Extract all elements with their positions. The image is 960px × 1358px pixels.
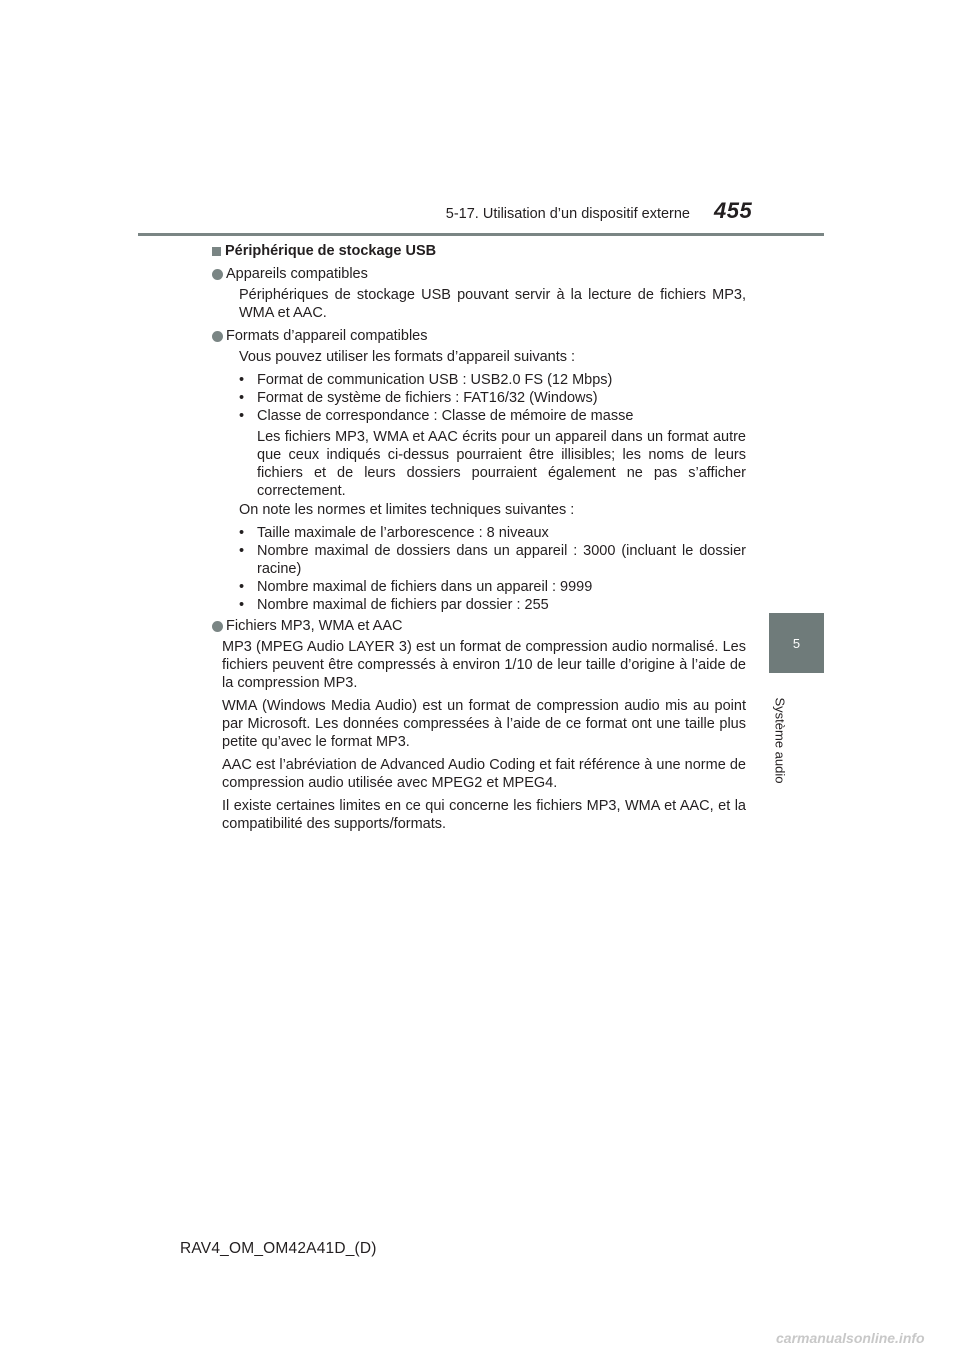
document-code: RAV4_OM_OM42A41D_(D) [180, 1240, 377, 1257]
format-list [239, 371, 746, 425]
list-bullet: • [239, 543, 245, 559]
list-item [239, 371, 746, 389]
paragraph: Il existe certaines limites en ce qui concerne les fichiers MP3, WMA et AAC, et la compatibilité des supports/formats. [222, 798, 746, 832]
bullet-heading-text: Fichiers MP3, WMA et AAC [226, 618, 403, 634]
circle-bullet-icon [212, 269, 223, 280]
main-content [222, 242, 746, 838]
paragraph: Vous pouvez utiliser les formats d’appareil suivants : [239, 349, 576, 365]
bullet-heading-text: Formats d’appareil compatibles [226, 328, 428, 344]
list-item [239, 389, 746, 407]
list-item [239, 407, 746, 425]
page-number: 455 [714, 198, 753, 223]
list-bullet: • [239, 372, 245, 388]
chapter-label-text: Système audio [772, 697, 788, 783]
circle-bullet-icon [212, 621, 223, 632]
chapter-number: 5 [792, 635, 801, 651]
bullet-heading [212, 327, 746, 345]
chapter-label [769, 680, 791, 800]
watermark: carmanualsonline.info [776, 1330, 925, 1346]
list-item-text: Format de système de fichiers : FAT16/32 (Windows) [257, 390, 598, 406]
square-bullet-icon [212, 247, 221, 256]
limits-list [239, 524, 746, 614]
paragraph: WMA (Windows Media Audio) est un format de compression audio mis au point par Microsoft. Les données compressées à l’aide de ce format ont une taille plus petite qu’avec le format MP3. [222, 698, 746, 750]
bullet-heading [212, 265, 746, 283]
list-item-text: Classe de correspondance : Classe de mémoire de masse [257, 408, 634, 424]
list-note: Les fichiers MP3, WMA et AAC écrits pour un appareil dans un format autre que ceux indiqués ci-dessus pourraient être illisibles; les noms de leurs fichiers et de leurs dossiers pourraient également ne pas s’afficher correctement. [257, 429, 746, 499]
list-item [239, 596, 746, 614]
list-item-text: Nombre maximal de fichiers dans un appareil : 9999 [257, 579, 593, 595]
bullet-heading [212, 617, 746, 635]
list-item-text: Taille maximale de l’arborescence : 8 niveaux [257, 525, 549, 541]
chapter-tab [769, 613, 824, 673]
header-divider [138, 233, 824, 236]
list-bullet: • [239, 579, 245, 595]
list-item [239, 524, 746, 542]
list-item [239, 542, 746, 578]
circle-bullet-icon [212, 331, 223, 342]
paragraph: On note les normes et limites techniques suivantes : [239, 502, 575, 518]
section-heading [212, 242, 746, 260]
list-item-text: Nombre maximal de fichiers par dossier : 255 [257, 597, 549, 613]
section-title: 5-17. Utilisation d’un dispositif externe [445, 206, 690, 222]
list-bullet: • [239, 597, 245, 613]
list-bullet: • [239, 390, 245, 406]
bullet-heading-text: Appareils compatibles [226, 266, 368, 282]
paragraph: AAC est l’abréviation de Advanced Audio Coding et fait référence à une norme de compression audio utilisée avec MPEG2 et MPEG4. [222, 757, 746, 791]
list-item-text: Nombre maximal de dossiers dans un appareil : 3000 (incluant le dossier racine) [257, 543, 746, 577]
list-bullet: • [239, 408, 245, 424]
paragraph: MP3 (MPEG Audio LAYER 3) est un format de compression audio normalisé. Les fichiers peuvent être compressés à environ 1/10 de leur taille d’origine à l’aide de la compression MP3. [222, 639, 746, 691]
list-item-text: Format de communication USB : USB2.0 FS (12 Mbps) [257, 372, 613, 388]
section-heading-text: Périphérique de stockage USB [225, 243, 437, 259]
list-bullet: • [239, 525, 245, 541]
paragraph: Périphériques de stockage USB pouvant servir à la lecture de fichiers MP3, WMA et AAC. [239, 287, 746, 321]
list-item [239, 578, 746, 596]
